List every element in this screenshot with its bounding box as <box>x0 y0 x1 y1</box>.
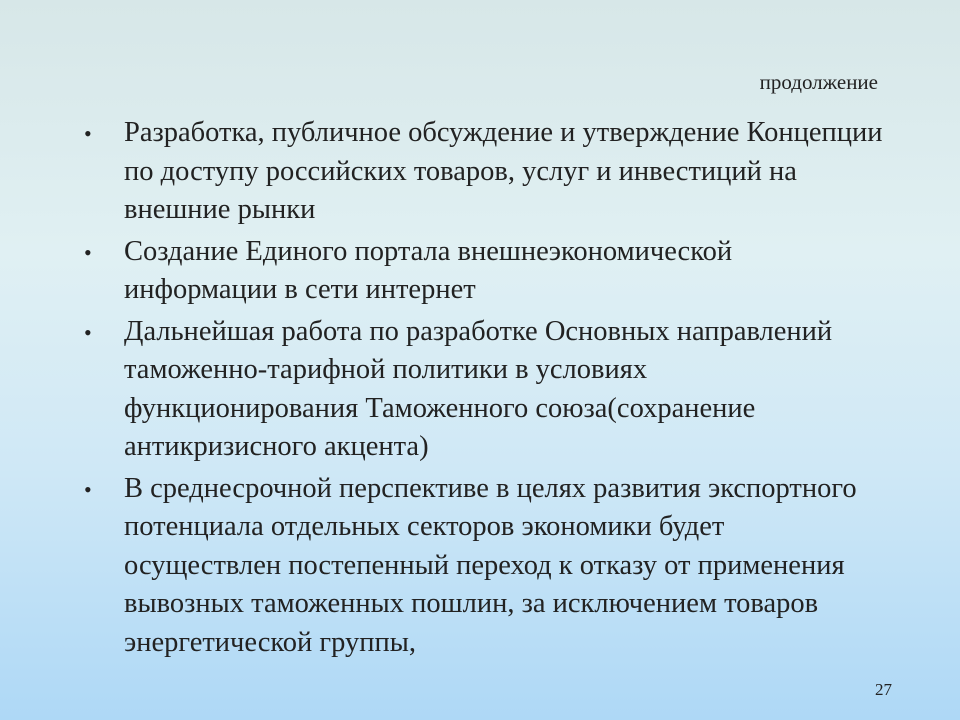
bullet-dot-icon: • <box>84 476 92 502</box>
bullet-dot-icon: • <box>84 239 92 265</box>
bullet-text: Разработка, публичное обсуждение и утверждение Концепции по доступу российских товаров, услуг и инвестиций на внешние рынки <box>124 117 883 225</box>
bullet-text: Создание Единого портала внешнеэкономической информации в сети интернет <box>124 235 733 305</box>
bullet-item <box>84 470 884 663</box>
bullet-item <box>84 114 884 230</box>
continued-label: продолжение <box>759 70 878 94</box>
bullet-item <box>84 233 884 310</box>
page-number: 27 <box>875 680 892 699</box>
bullet-dot-icon: • <box>84 121 92 146</box>
bullet-text: Дальнейшая работа по разработке Основных направлений таможенно-тарифной политики в условиях функционирования Таможенного союза(сохранение антикризисного акцента) <box>124 315 833 462</box>
bullet-dot-icon: • <box>84 319 92 345</box>
bullet-item <box>84 313 884 467</box>
bullet-list <box>84 114 884 665</box>
bullet-text: В среднесрочной перспективе в целях развития экспортного потенциала отдельных секторов экономики будет осуществлен постепенный переход к отказу от применения вывозных таможенных пошлин, за исключением товаров энергетической группы, <box>124 472 857 658</box>
